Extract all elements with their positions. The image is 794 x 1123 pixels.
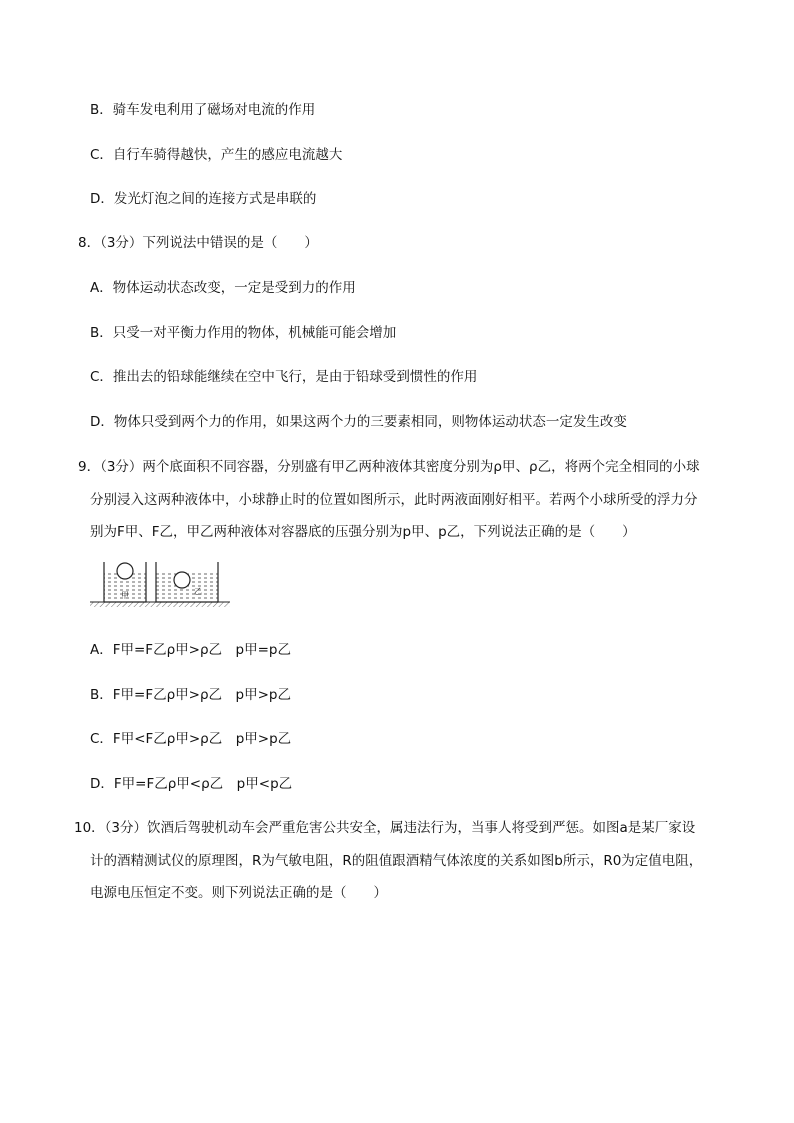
- q8-option-a: A．物体运动状态改变，一定是受到力的作用: [90, 280, 356, 296]
- label-yi: 乙: [194, 587, 202, 596]
- container-jia: [104, 562, 146, 602]
- q8-option-c: C．推出去的铅球能继续在空中飞行，是由于铅球受到惯性的作用: [90, 369, 478, 385]
- ball-yi: [174, 572, 190, 588]
- q9-option-c: C．F甲<F乙ρ甲>ρ乙 p甲>p乙: [90, 731, 292, 747]
- q9-option-b: B．F甲=F乙ρ甲>ρ乙 p甲>p乙: [90, 687, 292, 703]
- q7-option-c: C．自行车骑得越快，产生的感应电流越大: [90, 147, 343, 163]
- ball-jia: [117, 563, 133, 579]
- q7-option-b: B．骑车发电利用了磁场对电流的作用: [90, 102, 316, 118]
- q9-stem-line1: 9．（3分）两个底面积不同容器，分别盛有甲乙两种液体其密度分别为ρ甲、ρ乙，将两个完全相同的小球: [78, 459, 700, 475]
- q8-stem: 8．（3分）下列说法中错误的是（ ）: [78, 235, 318, 251]
- container-yi: [156, 562, 218, 602]
- two-containers-figure: [90, 560, 230, 608]
- q10-stem-line3: 电源电压恒定不变。则下列说法正确的是（ ）: [90, 885, 387, 901]
- q7-option-d: D．发光灯泡之间的连接方式是串联的: [90, 191, 317, 207]
- q9-stem-line3: 别为F甲、F乙，甲乙两种液体对容器底的压强分别为p甲、p乙，下列说法正确的是（ ）: [90, 524, 636, 540]
- ground-hatch: [90, 602, 230, 607]
- q10-stem-line1: 10．（3分）饮酒后驾驶机动车会严重危害公共安全，属违法行为，当事人将受到严惩。如图a是某厂家设: [74, 820, 696, 836]
- q10-stem-line2: 计的酒精测试仪的原理图，R为气敏电阻，R的阻值跟酒精气体浓度的关系如图b所示，R0为定值电阻，: [90, 853, 703, 869]
- q9-option-a: A．F甲=F乙ρ甲>ρ乙 p甲=p乙: [90, 642, 291, 658]
- q8-option-b: B．只受一对平衡力作用的物体，机械能可能会增加: [90, 325, 397, 341]
- q9-stem-line2: 分别浸入这两种液体中，小球静止时的位置如图所示，此时两液面刚好相平。若两个小球所受的浮力分: [90, 492, 698, 508]
- q8-option-d: D．物体只受到两个力的作用，如果这两个力的三要素相同，则物体运动状态一定发生改变: [90, 414, 627, 430]
- q9-option-d: D．F甲=F乙ρ甲<ρ乙 p甲<p乙: [90, 776, 293, 792]
- label-jia: 甲: [121, 591, 129, 600]
